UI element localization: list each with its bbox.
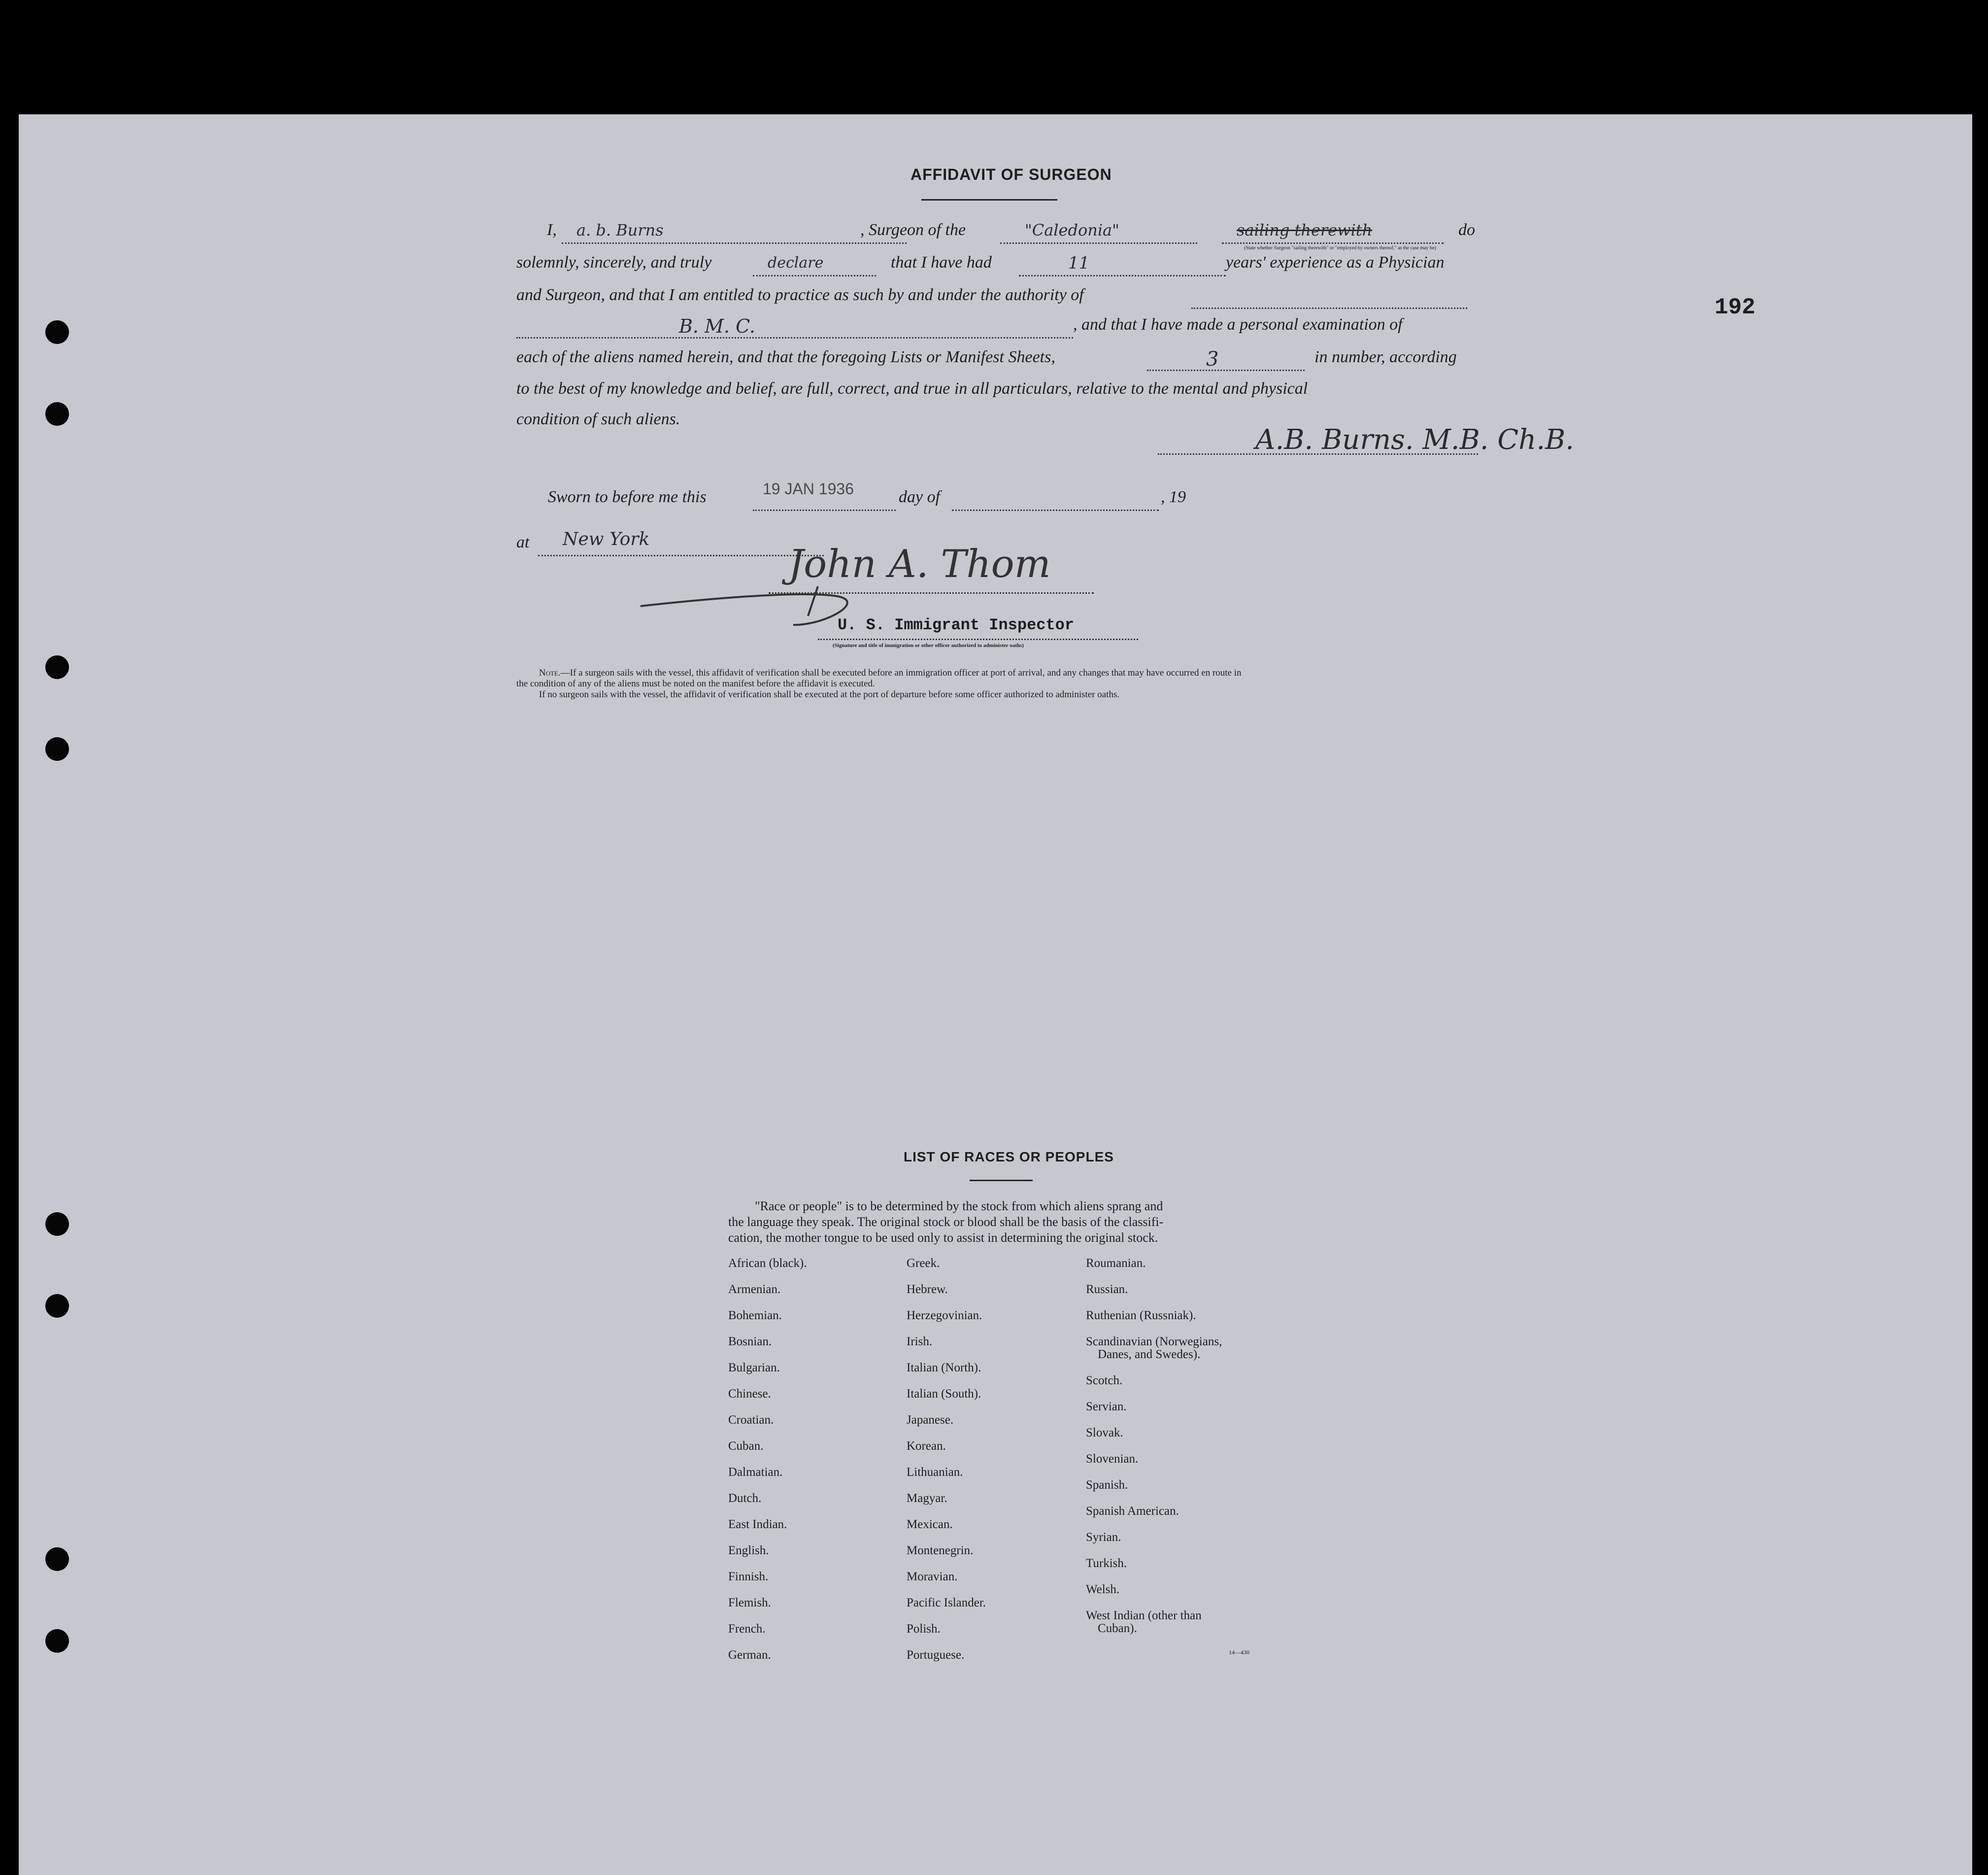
sheets-handwritten: 3 bbox=[1206, 348, 1219, 371]
document-page bbox=[19, 114, 1972, 1875]
race-item: Dutch. bbox=[728, 1492, 762, 1505]
page-number: 192 bbox=[1715, 295, 1755, 320]
place-field bbox=[538, 529, 824, 556]
race-item: Italian (North). bbox=[907, 1361, 981, 1374]
race-item: Montenegrin. bbox=[907, 1544, 974, 1557]
races-intro-2: the language they speak. The original stock or blood shall be the basis of the classifi- bbox=[728, 1215, 1164, 1229]
race-item: Croatian. bbox=[728, 1413, 774, 1427]
race-item: Moravian. bbox=[907, 1570, 958, 1583]
declare-handwritten: declare bbox=[768, 254, 824, 272]
surgeon-name-field bbox=[562, 221, 907, 244]
title-rule bbox=[921, 199, 1057, 201]
races-intro-3: cation, the mother tongue to be used only to assist in determining the original stock. bbox=[728, 1230, 1158, 1245]
authority-field bbox=[516, 315, 1073, 339]
race-item: Slovenian. bbox=[1086, 1452, 1139, 1466]
race-item: Korean. bbox=[907, 1439, 946, 1453]
affidavit-line-2: solemnly, sincerely, and truly declare that I have had 11 years' experience as a Physician bbox=[516, 253, 1482, 278]
race-item: Armenian. bbox=[728, 1283, 781, 1296]
race-item: Turkish. bbox=[1086, 1557, 1127, 1570]
race-item: Spanish American. bbox=[1086, 1504, 1179, 1518]
race-item: Portuguese. bbox=[907, 1648, 965, 1662]
race-item: Russian. bbox=[1086, 1283, 1128, 1296]
years-handwritten: 11 bbox=[1068, 253, 1090, 273]
race-item: Roumanian. bbox=[1086, 1257, 1146, 1270]
sailing-status-handwritten: sailing therewith bbox=[1237, 221, 1373, 239]
races-title: LIST OF RACES OR PEOPLES bbox=[904, 1149, 1114, 1164]
affidavit-line-7: condition of such aliens. bbox=[516, 410, 680, 428]
race-item: East Indian. bbox=[728, 1518, 787, 1531]
punch-hole bbox=[45, 1294, 69, 1318]
race-item: Bulgarian. bbox=[728, 1361, 780, 1374]
authority-line-1 bbox=[1191, 286, 1467, 309]
sworn-date-field bbox=[753, 480, 896, 511]
punch-hole bbox=[45, 402, 69, 426]
race-item: Cuban). bbox=[1098, 1622, 1137, 1635]
affidavit-line-5: each of the aliens named herein, and that the foregoing Lists or Manifest Sheets, 3 in number, according bbox=[516, 348, 1457, 371]
race-item: African (black). bbox=[728, 1257, 807, 1270]
race-item: Flemish. bbox=[728, 1596, 771, 1609]
race-item: Syrian. bbox=[1086, 1531, 1121, 1544]
race-item: Scotch. bbox=[1086, 1374, 1123, 1387]
sheets-field bbox=[1147, 348, 1305, 371]
note-text-2: the condition of any of the aliens must be noted on the manifest before the affidavit is executed. bbox=[516, 679, 875, 689]
affidavit-note bbox=[516, 668, 1482, 700]
ship-name-field bbox=[1000, 221, 1197, 244]
sworn-month-field bbox=[952, 488, 1159, 511]
punch-hole bbox=[45, 1212, 69, 1236]
place-handwritten: New York bbox=[563, 529, 650, 549]
surgeon-name-handwritten: a. b. Burns bbox=[576, 221, 664, 239]
races-title-rule bbox=[970, 1180, 1033, 1181]
race-item: Slovak. bbox=[1086, 1426, 1123, 1439]
punch-hole bbox=[45, 320, 69, 344]
race-item: Scandinavian (Norwegians, bbox=[1086, 1335, 1222, 1348]
inspector-title-line bbox=[818, 639, 1138, 640]
years-field bbox=[1019, 253, 1226, 276]
note-text-3: If no surgeon sails with the vessel, the affidavit of verification shall be executed at the port of departure before some officer authorized to administer oaths. bbox=[539, 689, 1120, 700]
inspector-title: U. S. Immigrant Inspector bbox=[838, 616, 1075, 634]
race-item: Japanese. bbox=[907, 1413, 954, 1427]
signature-caption: (Signature and title of immigration or other officer authorized to administer oaths) bbox=[833, 643, 1024, 648]
date-stamp: 19 JAN 1936 bbox=[763, 480, 854, 498]
race-item: Cuban. bbox=[728, 1439, 764, 1453]
race-item: Bosnian. bbox=[728, 1335, 772, 1348]
race-item: Servian. bbox=[1086, 1400, 1127, 1413]
race-item: Finnish. bbox=[728, 1570, 769, 1583]
race-item: West Indian (other than bbox=[1086, 1609, 1202, 1622]
place-line: at New York bbox=[516, 533, 832, 558]
race-item: Mexican. bbox=[907, 1518, 953, 1531]
punch-hole bbox=[45, 737, 69, 761]
form-code: 14—430 bbox=[1229, 1649, 1249, 1656]
surgeon-signature: A.B. Burns. M.B. Ch.B. bbox=[1255, 424, 1574, 456]
state-note: (State whether Surgeon "sailing therewith" or "employed by owners thereof," as the case may be) bbox=[1244, 245, 1436, 251]
race-item: Hebrew. bbox=[907, 1283, 948, 1296]
race-item: Irish. bbox=[907, 1335, 933, 1348]
affidavit-line-4: B. M. C. , and that I have made a personal examination of bbox=[516, 315, 1482, 340]
ship-name-handwritten: "Caledonia" bbox=[1025, 221, 1119, 239]
declare-field bbox=[753, 253, 876, 276]
races-intro-1: "Race or people" is to be determined by the stock from which aliens sprang and bbox=[755, 1199, 1163, 1213]
authority-handwritten: B. M. C. bbox=[679, 315, 755, 337]
race-item: Magyar. bbox=[907, 1492, 947, 1505]
note-label: Note. bbox=[539, 668, 561, 678]
race-item: English. bbox=[728, 1544, 769, 1557]
race-item: Danes, and Swedes). bbox=[1098, 1348, 1201, 1361]
punch-hole bbox=[45, 1547, 69, 1571]
punch-hole bbox=[45, 655, 69, 679]
race-item: Pacific Islander. bbox=[907, 1596, 986, 1609]
race-item: Italian (South). bbox=[907, 1387, 981, 1400]
race-item: Spanish. bbox=[1086, 1478, 1128, 1492]
inspector-signature: John A. Thom bbox=[788, 542, 1051, 586]
race-item: Ruthenian (Russniak). bbox=[1086, 1309, 1196, 1322]
punch-hole bbox=[45, 1629, 69, 1653]
race-item: German. bbox=[728, 1648, 771, 1662]
race-item: Lithuanian. bbox=[907, 1466, 963, 1479]
affidavit-title: AFFIDAVIT OF SURGEON bbox=[910, 166, 1112, 183]
sworn-line: Sworn to before me this 19 JAN 1936 day of , 19 bbox=[548, 488, 1247, 512]
sailing-status-field bbox=[1222, 221, 1444, 244]
race-item: Polish. bbox=[907, 1622, 941, 1636]
affidavit-line-3: and Surgeon, and that I am entitled to practice as such by and under the authority of bbox=[516, 286, 1482, 310]
affidavit-line-6: to the best of my knowledge and belief, are full, correct, and true in all particulars, relative to the mental and physical bbox=[516, 379, 1308, 398]
note-text-1: —If a surgeon sails with the vessel, this affidavit of verification shall be executed before an immigration officer at port of arrival, and any changes that may have occurred en route in bbox=[560, 668, 1242, 678]
race-item: Bohemian. bbox=[728, 1309, 782, 1322]
race-item: Welsh. bbox=[1086, 1583, 1120, 1596]
races-intro bbox=[728, 1198, 1270, 1246]
race-item: Greek. bbox=[907, 1257, 940, 1270]
affidavit-line-1: I, a. b. Burns , Surgeon of the "Caledonia" sailing therewith do bbox=[547, 221, 1498, 245]
race-item: French. bbox=[728, 1622, 766, 1636]
inspector-sig-line bbox=[769, 592, 1094, 594]
race-item: Dalmatian. bbox=[728, 1466, 783, 1479]
race-item: Chinese. bbox=[728, 1387, 771, 1400]
race-item: Herzegovinian. bbox=[907, 1309, 982, 1322]
